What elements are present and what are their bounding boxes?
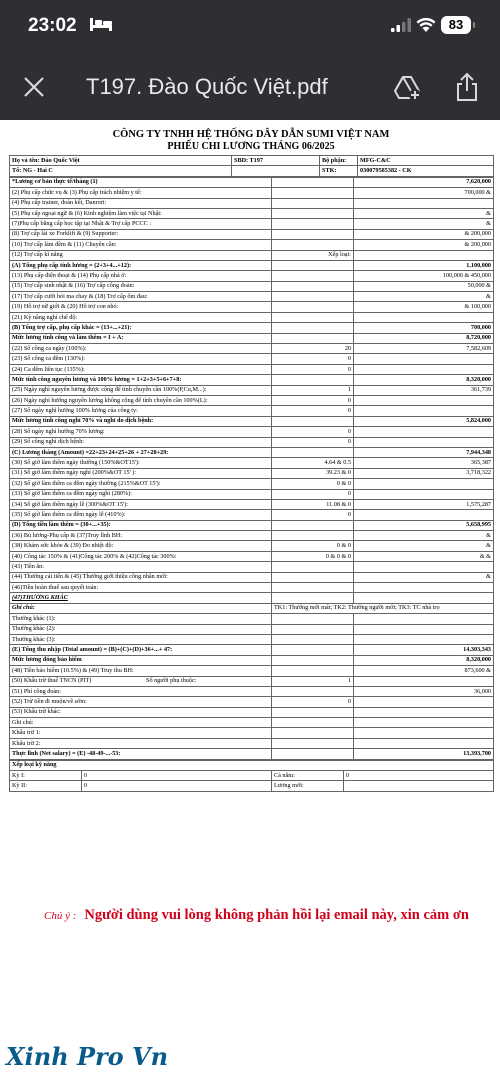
row-amount: [354, 364, 494, 374]
row-label: (D) Tổng tiền làm thêm = (30+...+35):: [10, 520, 272, 530]
row-quantity: 0: [272, 510, 354, 520]
pdf-page[interactable]: [0, 120, 500, 1082]
row-quantity: [272, 520, 354, 530]
row-quantity: 1: [272, 676, 354, 686]
row-amount: & 200,000: [354, 240, 494, 250]
payslip-row: [10, 427, 494, 437]
row-quantity: [272, 572, 354, 582]
row-label: Thưởng khác (1):: [10, 614, 272, 624]
note-label: Chú ý :: [44, 910, 77, 922]
row-label: (53) Khấu trừ khác:: [10, 707, 272, 717]
row-amount: 8,320,000: [354, 655, 494, 665]
payslip-row: [10, 624, 494, 634]
row-label: (43) Tiền ăn:: [10, 562, 272, 572]
row-label: (5) Phụ cấp ngoại ngữ & (6) Kinh nghiệm làm việc tại Nhật:: [10, 208, 272, 218]
payslip-row: [10, 583, 494, 593]
payslip-row: [10, 458, 494, 468]
row-amount: 100,000 & 450,000: [354, 271, 494, 281]
row-quantity: [272, 562, 354, 572]
payslip-row: [10, 260, 494, 270]
payslip-row: [10, 177, 494, 187]
row-label: (40) Công tác 150% & (41)Công tác 200% & (42)Công tác 300%:: [10, 551, 272, 561]
row-amount: 873,600 &: [354, 666, 494, 676]
row-label: (28) Số ngày nghỉ hưởng 70% lương:: [10, 427, 272, 437]
payslip-row: [10, 707, 494, 717]
row-amount: & &: [354, 551, 494, 561]
payslip-row: [10, 229, 494, 239]
skills-new-salary-value: [344, 781, 494, 791]
email-note: [44, 906, 494, 924]
skills-year-value: 0: [344, 771, 494, 781]
row-label: (B) Tổng trợ cấp, phụ cấp khác = (13+...+21):: [10, 323, 272, 333]
row-label: Mức lương tính công và làm thêm = I + A:: [10, 333, 272, 343]
row-label: (26) Ngày nghỉ hưởng nguyên lương không cộng để tính chuyên cần 100%(L):: [10, 395, 272, 405]
payslip-row: [10, 499, 494, 509]
row-label: (10) Trợ cấp làm đêm & (11) Chuyên cần:: [10, 240, 272, 250]
row-label: (52) Trừ tiền đi muộn/về sớm:: [10, 697, 272, 707]
row-label: (47)THƯỞNG KHÁC: [10, 593, 272, 603]
row-amount: [354, 697, 494, 707]
employee-name: Họ và tên: Đào Quốc Việt: [10, 156, 232, 166]
row-amount: [354, 718, 494, 728]
payslip-row: [10, 531, 494, 541]
payslip-row: [10, 728, 494, 738]
payslip-row: [10, 676, 494, 686]
payslip-row: [10, 344, 494, 354]
row-amount: 50,000 &: [354, 281, 494, 291]
row-quantity: 0: [272, 697, 354, 707]
row-quantity: [272, 666, 354, 676]
row-quantity: [272, 229, 354, 239]
row-label: Khấu trừ 1:: [10, 728, 272, 738]
row-amount: [354, 583, 494, 593]
row-quantity: [272, 416, 354, 426]
dept-label: Bộ phận:: [320, 156, 358, 166]
row-quantity: [272, 208, 354, 218]
row-extra-label: Số người phụ thuộc:: [146, 677, 197, 685]
payslip-row: [10, 437, 494, 447]
row-amount: 1,575,287: [354, 499, 494, 509]
row-amount: 36,000: [354, 686, 494, 696]
row-quantity: 0: [272, 354, 354, 364]
row-quantity: [272, 718, 354, 728]
row-quantity: [272, 624, 354, 634]
row-label: (25) Ngày nghỉ nguyên lương được cộng để tính chuyên cần 100%(P,Cu,M...):: [10, 385, 272, 395]
row-amount: 7,620,000: [354, 177, 494, 187]
payslip-row: [10, 510, 494, 520]
row-label: (12) Trợ cấp kĩ năng: [10, 250, 272, 260]
row-amount: [354, 427, 494, 437]
payslip-row: [10, 208, 494, 218]
payslip-row: [10, 562, 494, 572]
payslip-row: [10, 240, 494, 250]
row-quantity: 0: [272, 395, 354, 405]
payslip-row: [10, 738, 494, 748]
row-label: (31) Số giờ làm thêm ngày nghỉ (200%&OT 15' ):: [10, 468, 272, 478]
row-label: (34) Số giờ làm thêm ngày lễ (300%&OT 15'):: [10, 499, 272, 509]
payslip-row: [10, 312, 494, 322]
row-quantity: [272, 198, 354, 208]
row-label: (51) Phí công đoàn:: [10, 686, 272, 696]
row-amount: &: [354, 219, 494, 229]
row-label: (38) Khám sức khỏe & (39) Đo nhiệt độ:: [10, 541, 272, 551]
row-label: (15) Trợ cấp sinh nhật & (16) Trợ cấp công đoàn:: [10, 281, 272, 291]
row-label: (32) Số giờ làm thêm ca đêm ngày thường (215%&OT 15'):: [10, 479, 272, 489]
row-label: (C) Lương tháng (Amount) =22+23+24+25+26 + 27+28+29:: [10, 447, 272, 457]
payslip-row: [10, 385, 494, 395]
payslip-row: [10, 697, 494, 707]
row-amount: [354, 250, 494, 260]
row-amount: 7,944,348: [354, 447, 494, 457]
note-message: Người dùng vui lòng không phản hồi lại email này, xin cảm ơn: [84, 907, 469, 923]
skills-period2-label: Kỳ II:: [10, 781, 82, 791]
row-label: (13) Phụ cấp điện thoại & (14) Phụ cấp nhà ở:: [10, 271, 272, 281]
row-label: (7)Phụ cấp bằng cấp học tập tại Nhật & Trợ cấp PCCC :: [10, 219, 272, 229]
row-label: (A) Tổng phụ cấp tính lương = (2+3+4...+12):: [10, 260, 272, 270]
row-label: (24) Ca đêm liên tục (135%):: [10, 364, 272, 374]
row-amount: 1,100,000: [354, 260, 494, 270]
row-quantity: 20: [272, 344, 354, 354]
row-quantity: [272, 302, 354, 312]
row-quantity: 1: [272, 385, 354, 395]
skills-period1-label: Kỳ I:: [10, 771, 82, 781]
row-quantity: 0: [272, 437, 354, 447]
row-amount: 8,720,000: [354, 333, 494, 343]
row-quantity: [272, 177, 354, 187]
row-amount: [354, 489, 494, 499]
employee-info: [9, 155, 494, 177]
payslip-row: [10, 250, 494, 260]
payslip-row: [10, 271, 494, 281]
row-quantity: [272, 271, 354, 281]
payslip-row: [10, 364, 494, 374]
row-label: Thực lĩnh (Net salary) = (E) -48-49-...-53:: [10, 749, 272, 759]
payslip-row: [10, 655, 494, 665]
row-amount: [354, 479, 494, 489]
row-amount: &: [354, 292, 494, 302]
row-label: (27) Số ngày nghỉ hưởng 100% lương của công ty:: [10, 406, 272, 416]
row-quantity: [272, 583, 354, 593]
row-amount: [354, 354, 494, 364]
payslip-row: [10, 572, 494, 582]
row-quantity: [272, 333, 354, 343]
company-name: CÔNG TY TNHH HỆ THỐNG DÂY DẪN SUMI VIỆT NAM: [112, 129, 390, 140]
payslip-row: [10, 198, 494, 208]
row-quantity: [272, 531, 354, 541]
row-amount: 3,718,322: [354, 468, 494, 478]
payslip-row: [10, 281, 494, 291]
row-label: (22) Số công ca ngày (100%):: [10, 344, 272, 354]
skills-period1-value: 0: [82, 771, 272, 781]
row-label: (17) Trợ cấp cưới hỏi ma chay & (18) Trợ cấp ốm đau:: [10, 292, 272, 302]
row-amount: 13,393,700: [354, 749, 494, 759]
row-amount: &: [354, 208, 494, 218]
row-amount: 700,000: [354, 323, 494, 333]
payslip: [9, 128, 493, 792]
row-amount: [354, 562, 494, 572]
payslip-row: [10, 302, 494, 312]
row-quantity: 0 & 0: [272, 479, 354, 489]
row-label: (23) Số công ca đêm (130%):: [10, 354, 272, 364]
row-label: Thưởng khác (3):: [10, 634, 272, 644]
payslip-row: [10, 489, 494, 499]
employee-id: SBD: T197: [232, 156, 320, 166]
payslip-row: [10, 219, 494, 229]
row-quantity: [272, 447, 354, 457]
watermark-logo: Xinh Pro Vn: [6, 1042, 169, 1071]
row-quantity: [272, 707, 354, 717]
row-label: (48) Tiền bảo hiểm (10.5%) & (49) Truy thu BH:: [10, 666, 272, 676]
row-note: TK1: Thưởng mới mát; TK2: Thưởng người mới; TK3: TC nhà trọ: [272, 603, 494, 613]
row-quantity: 0 & 0: [272, 541, 354, 551]
row-label: (19) Hỗ trợ nữ giới & (20) Hỗ trợ con nhỏ:: [10, 302, 272, 312]
payslip-row: [10, 541, 494, 551]
share-icon[interactable]: [455, 72, 479, 102]
row-label: (30) Số giờ làm thêm ngày thường (150%&OT15'):: [10, 458, 272, 468]
row-label: [10, 676, 272, 686]
payslip-row: [10, 395, 494, 405]
wifi-icon: [416, 17, 436, 32]
skills-period2-value: 0: [82, 781, 272, 791]
row-quantity: [272, 219, 354, 229]
status-time: 23:02: [28, 15, 77, 36]
skills-table: [9, 760, 494, 792]
row-label: Ghi chú:: [10, 718, 272, 728]
row-label: (46)Tiền hoàn thuế sau quyết toán:: [10, 583, 272, 593]
row-amount: [354, 676, 494, 686]
row-quantity: [272, 260, 354, 270]
document-title: T197. Đào Quốc Việt.pdf: [86, 74, 328, 99]
payslip-row: [10, 416, 494, 426]
row-quantity: [272, 686, 354, 696]
row-quantity: [272, 323, 354, 333]
row-quantity: [272, 281, 354, 291]
row-quantity: [272, 738, 354, 748]
row-quantity: 0: [272, 489, 354, 499]
payslip-row: [10, 292, 494, 302]
row-label: (21) Kỳ nâng nghỉ chế độ:: [10, 312, 272, 322]
row-quantity: [272, 375, 354, 385]
row-amount: 7,582,609: [354, 344, 494, 354]
payslip-row: [10, 718, 494, 728]
dept-value: MFG-C&C: [358, 156, 494, 166]
row-label: Mức tính công nguyên lương và 100% lương = 1+2+3+5+6+7+8:: [10, 375, 272, 385]
row-amount: [354, 198, 494, 208]
row-amount: [354, 634, 494, 644]
row-amount: [354, 406, 494, 416]
bed-icon: [90, 18, 112, 31]
row-label: (4) Phụ cấp trainer, đoàn kết, Danrori:: [10, 198, 272, 208]
row-label: (29) Số công nghỉ dịch bệnh:: [10, 437, 272, 447]
row-quantity: [272, 614, 354, 624]
payslip-row: [10, 375, 494, 385]
row-quantity: [272, 728, 354, 738]
row-amount: &: [354, 572, 494, 582]
row-quantity: 0: [272, 406, 354, 416]
row-amount: 5,658,995: [354, 520, 494, 530]
add-to-drive-icon[interactable]: [394, 74, 422, 102]
row-amount: 700,000 &: [354, 188, 494, 198]
row-amount: [354, 624, 494, 634]
payslip-row: [10, 749, 494, 759]
row-amount: & 200,000: [354, 229, 494, 239]
skills-year-label: Cả năm:: [272, 771, 344, 781]
payslip-row: [10, 406, 494, 416]
row-label: (8) Trợ cấp lái xe Forklift & (9) Supporter:: [10, 229, 272, 239]
row-amount: 361,739: [354, 385, 494, 395]
row-quantity: Xếp loại:: [272, 250, 354, 260]
payslip-row: [10, 645, 494, 655]
row-label: (36) Bù lương-Phụ cấp & (37)Truy lĩnh BH:: [10, 531, 272, 541]
row-amount: &: [354, 531, 494, 541]
stk-value: 030079585382 - CK: [358, 166, 494, 176]
row-label: (2) Phụ cấp chức vụ & (3) Phụ cấp trách nhiệm y tế:: [10, 188, 272, 198]
row-quantity: [272, 240, 354, 250]
row-amount: [354, 728, 494, 738]
skills-title: Xếp loại kỹ năng: [10, 760, 494, 770]
payslip-row: [10, 447, 494, 457]
payslip-row: [10, 333, 494, 343]
pdf-viewer-toolbar: [0, 54, 500, 120]
stk-label: STK:: [320, 166, 358, 176]
payslip-row: [10, 686, 494, 696]
row-label: (35) Số giờ làm thêm ca đêm ngày lễ (410%):: [10, 510, 272, 520]
row-quantity: 11.08 & 0: [272, 499, 354, 509]
row-quantity: [272, 312, 354, 322]
cellular-signal-icon: [391, 18, 411, 32]
payslip-table: [9, 177, 494, 760]
row-label-text: (50) Khấu trừ thuế TNCN (PIT): [12, 677, 92, 685]
row-quantity: [272, 655, 354, 665]
payslip-title: PHIẾU CHI LƯƠNG THÁNG 06/2025: [167, 141, 335, 152]
row-label: Mức lương đóng bảo hiểm: [10, 655, 272, 665]
close-icon[interactable]: [22, 75, 46, 99]
team: Tổ: NG - Hai C: [10, 166, 232, 176]
row-quantity: 39.23 & 0: [272, 468, 354, 478]
row-amount: [354, 707, 494, 717]
row-quantity: 0: [272, 427, 354, 437]
payslip-row: [10, 323, 494, 333]
row-amount: 8,320,000: [354, 375, 494, 385]
row-quantity: [272, 188, 354, 198]
status-bar: [0, 0, 500, 54]
row-label: (44) Thưởng cải tiến & (45) Thưởng giới thiệu công nhân mới:: [10, 572, 272, 582]
payslip-row: [10, 551, 494, 561]
row-amount: [354, 312, 494, 322]
skills-new-salary-label: Lương mới:: [272, 781, 344, 791]
payslip-row: [10, 614, 494, 624]
row-label: Khấu trừ 2:: [10, 738, 272, 748]
row-quantity: 4.64 & 0.5: [272, 458, 354, 468]
row-quantity: [272, 593, 354, 603]
payslip-row: [10, 634, 494, 644]
row-label: (E) Tổng thu nhập (Total amount) = (B)+(C)+(D)+36+...+ 47:: [10, 645, 272, 655]
row-amount: [354, 593, 494, 603]
row-amount: [354, 395, 494, 405]
payslip-row: [10, 666, 494, 676]
row-quantity: 0 & 0 & 0: [272, 551, 354, 561]
row-quantity: 0: [272, 364, 354, 374]
row-amount: &: [354, 541, 494, 551]
row-amount: [354, 614, 494, 624]
row-label: (33) Số giờ làm thêm ca đêm ngày nghỉ (280%):: [10, 489, 272, 499]
row-amount: [354, 437, 494, 447]
payslip-row: [10, 593, 494, 603]
row-quantity: [272, 645, 354, 655]
row-quantity: [272, 634, 354, 644]
payslip-row: [10, 603, 494, 613]
row-label: Ghi chú:: [10, 603, 272, 613]
row-quantity: [272, 292, 354, 302]
row-amount: [354, 510, 494, 520]
row-quantity: [272, 749, 354, 759]
row-label: Thưởng khác (2):: [10, 624, 272, 634]
row-amount: 14,303,343: [354, 645, 494, 655]
row-amount: [354, 738, 494, 748]
battery-indicator: 83: [441, 16, 471, 34]
row-amount: 5,824,000: [354, 416, 494, 426]
row-amount: 365,387: [354, 458, 494, 468]
row-label: *Lương cơ bản thực tế/tháng (1): [10, 177, 272, 187]
payslip-row: [10, 468, 494, 478]
payslip-row: [10, 520, 494, 530]
row-label: Mức lương tính công nghỉ 70% và nghỉ do dịch bệnh:: [10, 416, 272, 426]
payslip-row: [10, 479, 494, 489]
row-amount: & 100,000: [354, 302, 494, 312]
payslip-row: [10, 188, 494, 198]
payslip-row: [10, 354, 494, 364]
